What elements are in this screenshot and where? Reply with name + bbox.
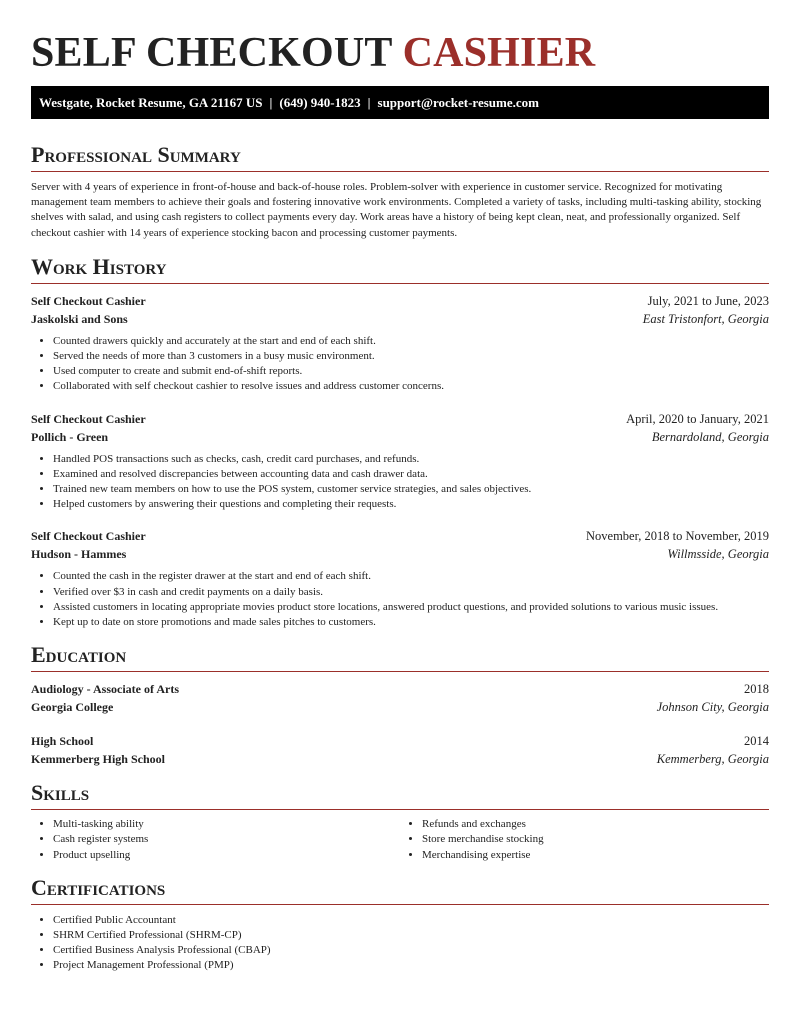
job-entry [31, 292, 769, 395]
list-item: • Handled POS transactions such as checks, cash, credit card purchases, and refunds. [53, 452, 769, 467]
job-title: Self Checkout Cashier [31, 529, 146, 544]
education-subheader [31, 750, 769, 768]
education-degree: High School [31, 734, 94, 749]
job-subheader [31, 545, 769, 563]
list-item: • Collaborated with self checkout cashier to resolve issues and address customer concerns. [53, 379, 769, 394]
list-item: • Kept up to date on store promotions and made sales pitches to customers. [53, 615, 769, 630]
contact-phone[interactable]: (649) 940-1823 [279, 95, 361, 110]
list-item: • Multi-tasking ability [53, 817, 400, 832]
education-entry [31, 732, 769, 768]
education-degree: Audiology - Associate of Arts [31, 682, 179, 697]
summary-section [31, 142, 769, 241]
job-dates: July, 2021 to June, 2023 [647, 293, 769, 308]
certifications-section [31, 875, 769, 974]
job-dates: November, 2018 to November, 2019 [586, 529, 769, 544]
list-item: • Helped customers by answering their questions and completing their requests. [53, 497, 769, 512]
job-company: Pollich - Green [31, 429, 109, 444]
job-location: Bernardoland, Georgia [651, 429, 769, 444]
job-company: Hudson - Hammes [31, 547, 127, 562]
contact-email[interactable]: support@rocket-resume.com [377, 95, 539, 110]
summary-heading: Professional Summary [31, 142, 769, 172]
education-header [31, 680, 769, 698]
education-section [31, 642, 769, 768]
job-entry [31, 527, 769, 630]
education-header [31, 732, 769, 750]
education-school: Georgia College [31, 700, 114, 715]
job-title: Self Checkout Cashier [31, 411, 146, 426]
certifications-list [31, 913, 769, 974]
job-header [31, 292, 769, 310]
contact-separator: | [367, 95, 371, 110]
list-item: • Trained new team members on how to use the POS system, customer service strategies, and sales objectives. [53, 482, 769, 497]
job-header [31, 527, 769, 545]
title-main: SELF CHECKOUT [31, 30, 392, 76]
job-bullets [31, 334, 769, 395]
education-heading: Education [31, 642, 769, 672]
job-location: Willmsside, Georgia [667, 547, 769, 562]
list-item: • Verified over $3 in cash and credit payments on a daily basis. [53, 585, 769, 600]
list-item: • Counted drawers quickly and accurately at the start and end of each shift. [53, 334, 769, 349]
education-year: 2014 [744, 734, 769, 749]
list-item: • Served the needs of more than 3 customers in a busy music environment. [53, 349, 769, 364]
skills-columns [31, 817, 769, 863]
education-location: Kemmerberg, Georgia [656, 752, 769, 767]
job-subheader [31, 310, 769, 328]
job-subheader [31, 428, 769, 446]
list-item: • Certified Public Accountant [53, 913, 769, 928]
job-dates: April, 2020 to January, 2021 [626, 411, 769, 426]
contact-separator: | [269, 95, 273, 110]
education-subheader [31, 698, 769, 716]
list-item: • Assisted customers in locating appropriate movies product store locations, answered product questions, and provided solutions to various music issues. [53, 600, 769, 615]
skills-list-right [400, 817, 769, 863]
list-item: • SHRM Certified Professional (SHRM-CP) [53, 928, 769, 943]
list-item: • Counted the cash in the register drawer at the start and end of each shift. [53, 569, 769, 584]
list-item: • Used computer to create and submit end-of-shift reports. [53, 364, 769, 379]
list-item: • Store merchandise stocking [422, 832, 769, 847]
job-header [31, 410, 769, 428]
education-school: Kemmerberg High School [31, 752, 165, 767]
resume-title [31, 0, 769, 78]
education-location: Johnson City, Georgia [656, 700, 769, 715]
work-history-heading: Work History [31, 254, 769, 284]
education-entry [31, 680, 769, 716]
skills-heading: Skills [31, 780, 769, 810]
skills-list-left [31, 817, 400, 863]
contact-bar [31, 86, 769, 119]
job-company: Jaskolski and Sons [31, 311, 128, 326]
list-item: • Refunds and exchanges [422, 817, 769, 832]
list-item: • Product upselling [53, 848, 400, 863]
job-bullets [31, 452, 769, 513]
list-item: • Merchandising expertise [422, 848, 769, 863]
certifications-heading: Certifications [31, 875, 769, 905]
list-item: • Cash register systems [53, 832, 400, 847]
contact-address: Westgate, Rocket Resume, GA 21167 US [39, 95, 263, 110]
title-accent: CASHIER [402, 30, 596, 76]
list-item: • Certified Business Analysis Professional (CBAP) [53, 943, 769, 958]
list-item: • Examined and resolved discrepancies between accounting data and cash drawer data. [53, 467, 769, 482]
job-bullets [31, 569, 769, 630]
summary-text: Server with 4 years of experience in front-of-house and back-of-house roles. Problem-solver with experience in customer service. Recognized for motivating management team members to achieve their goals and fostering innovative work environments. Completed a variety of tasks, including multi-tasking ability, stocking shelves with salad, and using cash registers to collect payments every day. Work areas have a history of being kept clean, neat, and professionally organized. Self checkout cashier with 14 years of experience stocking bacon and processing customer payments. [31, 181, 762, 239]
education-year: 2018 [744, 682, 769, 697]
skills-section [31, 780, 769, 863]
job-location: East Tristonfort, Georgia [642, 311, 769, 326]
job-title: Self Checkout Cashier [31, 293, 146, 308]
job-entry [31, 410, 769, 513]
work-history-section [31, 254, 769, 630]
list-item: • Project Management Professional (PMP) [53, 958, 769, 973]
